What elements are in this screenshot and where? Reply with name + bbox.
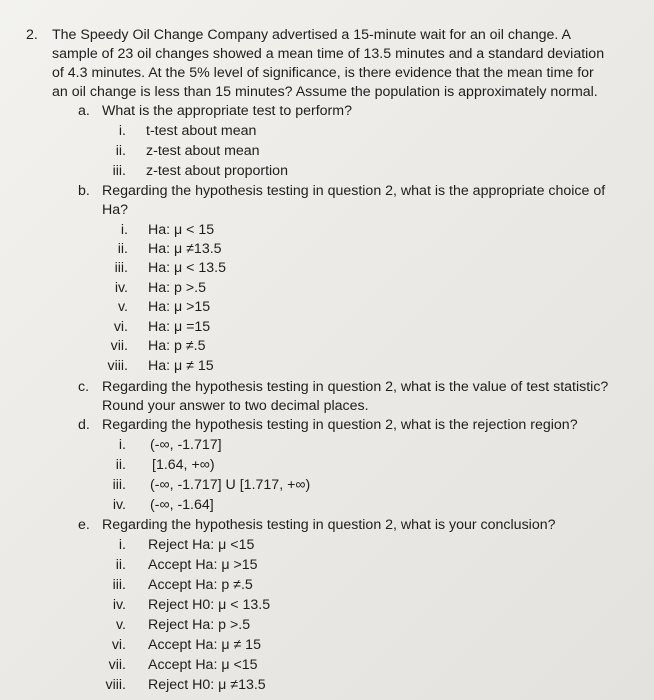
option-number: ii. <box>115 457 126 473</box>
option-number: vii. <box>108 657 126 673</box>
part-b-option: Ha: μ >15 <box>148 299 211 315</box>
part-e-question: Regarding the hypothesis testing in question 2, what is your conclusion? <box>102 517 556 533</box>
part-a-option: z-test about proportion <box>146 163 288 179</box>
part-a-question: What is the appropriate test to perform? <box>102 103 352 119</box>
part-e-option: Accept Ha: μ >15 <box>148 557 258 573</box>
option-number: iii. <box>114 260 128 276</box>
question-stem-line: of 4.3 minutes. At the 5% level of significance, is there evidence that the mean time for <box>52 65 594 81</box>
part-b-option: Ha: μ ≠ 15 <box>148 358 214 374</box>
part-b-option: Ha: p >.5 <box>148 280 206 296</box>
option-number: iv. <box>112 497 126 513</box>
part-b-option: Ha: μ < 15 <box>148 222 215 238</box>
option-number: vi. <box>113 319 128 335</box>
option-number: ii. <box>115 557 126 573</box>
part-d-option: (-∞, -1.717] U [1.717, +∞) <box>150 477 311 493</box>
part-e-option: Accept Ha: μ <15 <box>148 657 258 673</box>
part-e-option: Accept Ha: μ ≠ 15 <box>148 637 261 653</box>
part-d-letter: d. <box>78 417 90 433</box>
part-e-letter: e. <box>78 517 90 533</box>
question-number: 2. <box>26 27 38 43</box>
option-number: viii. <box>105 677 126 693</box>
part-c-question: Round your answer to two decimal places. <box>102 398 369 414</box>
part-a-option: t-test about mean <box>146 123 257 139</box>
part-c-letter: c. <box>78 379 90 395</box>
option-number: iv. <box>112 597 126 613</box>
option-number: ii. <box>117 241 128 257</box>
option-number: iv. <box>114 280 128 296</box>
option-number: ii. <box>115 143 126 159</box>
option-number: vi. <box>111 637 126 653</box>
part-d-question: Regarding the hypothesis testing in question 2, what is the rejection region? <box>102 417 578 433</box>
part-c-question: Regarding the hypothesis testing in question 2, what is the value of test statistic? <box>102 379 609 395</box>
option-number: iii. <box>112 163 126 179</box>
part-a-letter: a. <box>78 103 90 119</box>
option-number: iii. <box>112 577 126 593</box>
option-number: iii. <box>112 477 126 493</box>
option-number: vii. <box>110 338 128 354</box>
option-number: i. <box>120 222 128 238</box>
part-e-option: Accept Ha: p ≠.5 <box>148 577 253 593</box>
part-b-option: Ha: p ≠.5 <box>148 338 206 354</box>
part-b-option: Ha: μ ≠13.5 <box>148 241 222 257</box>
option-number: i. <box>118 123 126 139</box>
option-number: viii. <box>107 358 128 374</box>
option-number: v. <box>116 617 126 633</box>
option-number: i. <box>118 437 126 453</box>
question-stem-line: an oil change is less than 15 minutes? Assume the population is approximately normal. <box>52 84 598 100</box>
part-e-option: Reject Ha: p >.5 <box>148 617 251 633</box>
part-b-letter: b. <box>78 183 90 199</box>
part-e-option: Reject Ha: μ <15 <box>148 537 255 553</box>
part-b-option: Ha: μ < 13.5 <box>148 260 226 276</box>
part-a-option: z-test about mean <box>146 143 260 159</box>
part-e-option: Reject H0: μ < 13.5 <box>148 597 271 613</box>
part-d-option: [1.64, +∞) <box>152 457 215 473</box>
question-stem-line: sample of 23 oil changes showed a mean time of 13.5 minutes and a standard deviation <box>52 46 605 62</box>
part-e-option: Reject H0: μ ≠13.5 <box>148 677 266 693</box>
part-b-question: Regarding the hypothesis testing in question 2, what is the appropriate choice of <box>102 183 606 199</box>
part-d-option: (-∞, -1.717] <box>150 437 222 453</box>
option-number: v. <box>118 299 128 315</box>
part-d-option: (-∞, -1.64] <box>150 497 214 513</box>
part-b-option: Ha: μ =15 <box>148 319 211 335</box>
part-b-question: Ha? <box>102 202 129 218</box>
question-stem-line: The Speedy Oil Change Company advertised a 15-minute wait for an oil change. A <box>52 27 571 43</box>
option-number: i. <box>118 537 126 553</box>
